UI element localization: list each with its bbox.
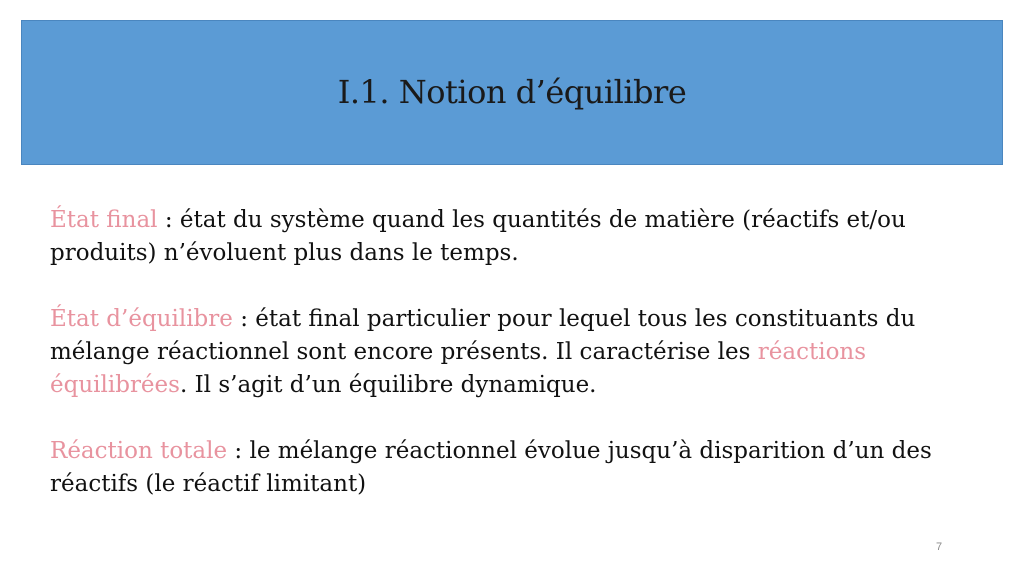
definition-reaction-totale: : le mélange réactionnel évolue jusqu’à disparition d’un des réactifs (le réactif limitant) (50, 438, 932, 497)
definition-etat-final: : état du système quand les quantités de matière (réactifs et/ou produits) n’évoluent plus dans le temps. (50, 207, 906, 266)
page-number: 7 (936, 541, 943, 553)
slide-body (50, 204, 950, 534)
definition-etat-equilibre-part1: : état final particulier pour lequel tous les constituants du mélange réactionnel sont encore présents. Il caractérise les (50, 306, 916, 365)
title-band (21, 20, 1003, 165)
paragraph-etat-final (50, 204, 950, 270)
paragraph-etat-equilibre (50, 303, 950, 402)
definition-etat-equilibre-part2: . Il s’agit d’un équilibre dynamique. (179, 372, 597, 398)
slide-title: I.1. Notion d’équilibre (337, 72, 687, 111)
paragraph-reaction-totale (50, 435, 950, 501)
highlight-reactions-equilibrees: réactions équilibrées (50, 339, 867, 398)
term-etat-equilibre: État d’équilibre (50, 306, 233, 332)
term-reaction-totale: Réaction totale (50, 438, 228, 464)
term-etat-final: État final (50, 207, 158, 233)
